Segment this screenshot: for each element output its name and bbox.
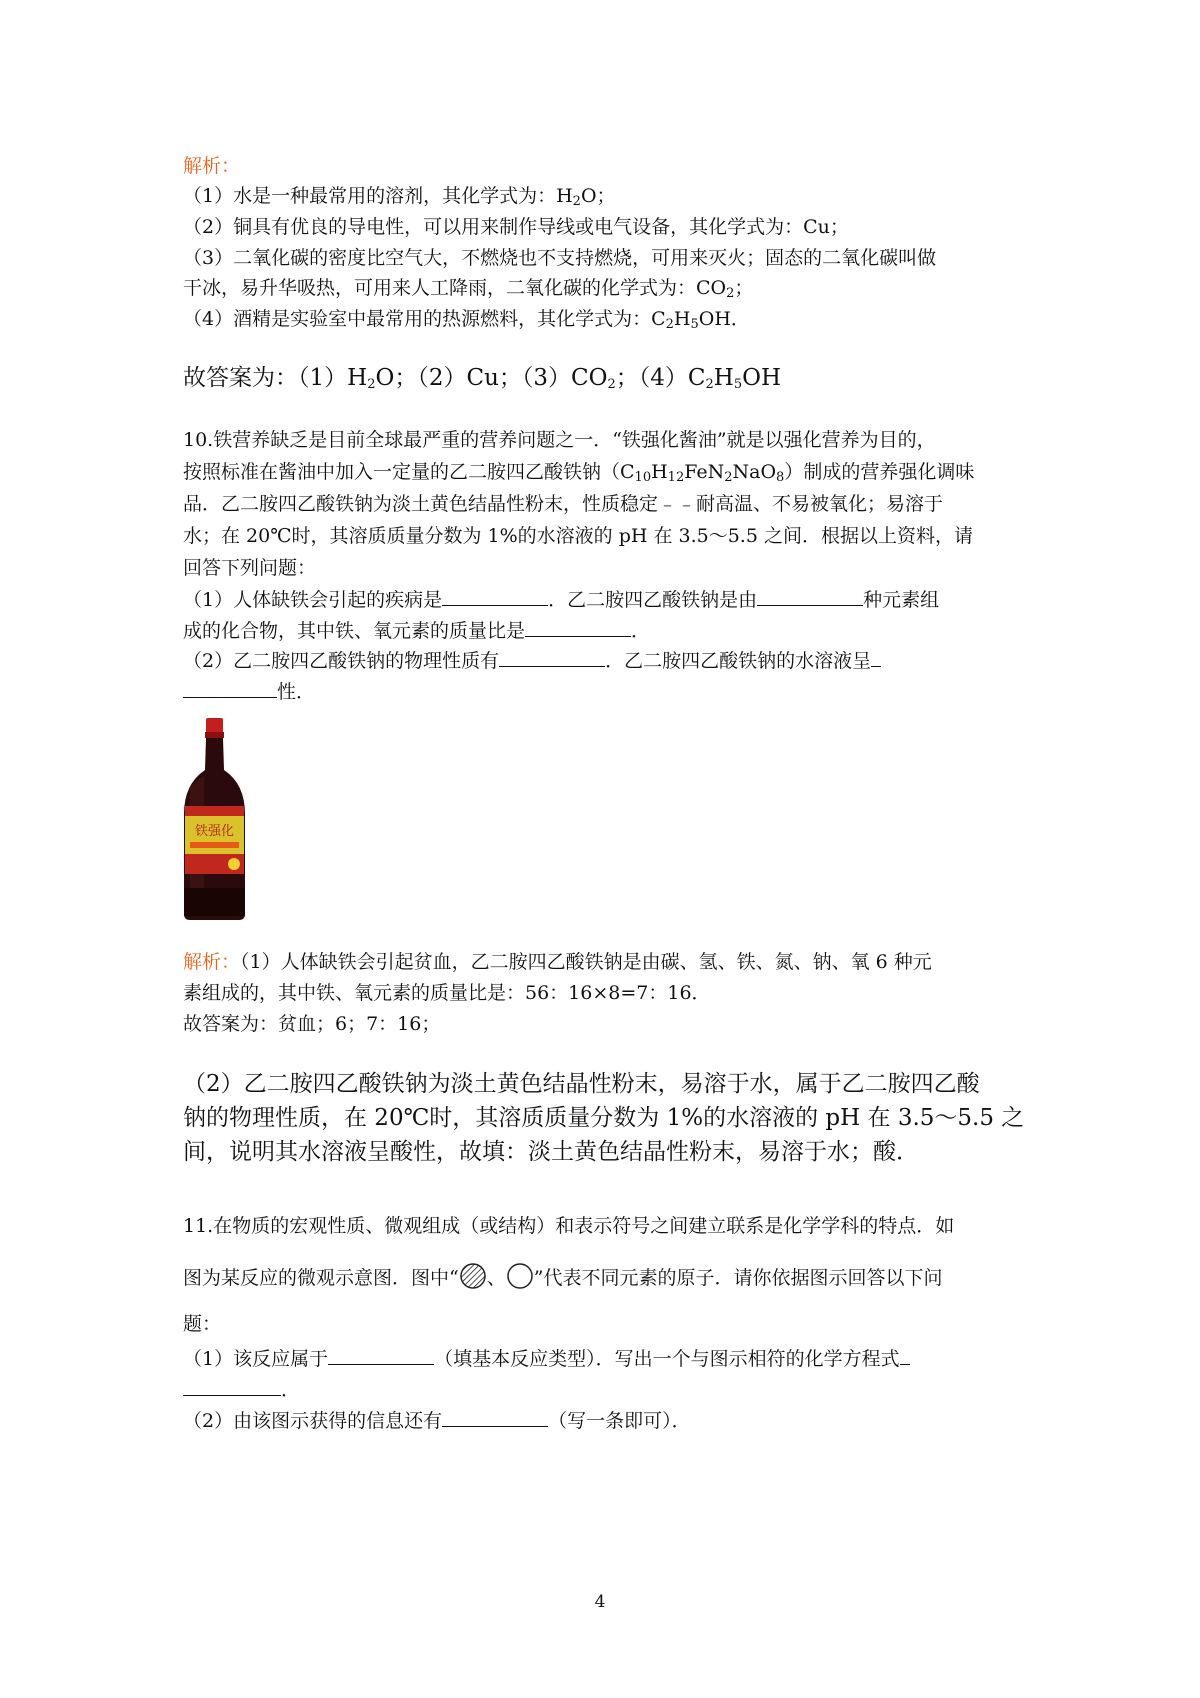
q10-part2-line2 [183,677,315,706]
text: ； [734,277,754,299]
text: O； [580,185,616,207]
q11-line1: 11.在物质的宏观性质、微观组成（或结构）和表示符号之间建立联系是化学学科的特点．如 [183,1215,955,1237]
text: 按照标准在酱油中加入一定量的乙二胺四乙酸铁钠（C [183,461,635,483]
q10-line2 [183,458,974,486]
text: H [673,308,691,330]
q10-line3: 品．乙二胺四乙酸铁钠为淡土黄色结晶性粉末，性质稳定﹣﹣耐高温、不易被氧化；易溶于 [183,493,944,515]
text: 性． [277,681,316,703]
subscript: 2 [572,194,581,209]
analysis2-big-line1: （2）乙二胺四乙酸铁钠为淡土黄色结晶性粉末，易溶于水，属于乙二胺四乙酸 [183,1071,980,1097]
q11-line2 [183,1262,942,1292]
q10-line4: 水；在 20℃时，其溶质质量分数为 1%的水溶液的 pH 在 3.5～5.5 之间．根据以上资料，请 [183,525,973,547]
blank-atom-icon [506,1262,534,1290]
subscript: 2 [607,377,616,392]
q10-part1-line2 [183,616,650,645]
text: 成的化合物，其中铁、氧元素的质量比是 [183,620,526,642]
text: 故答案为：（1）H [183,365,368,391]
answer-blank[interactable] [442,585,548,606]
q11-part1-line2 [183,1375,300,1404]
answer1-line [183,364,781,392]
answer-blank[interactable] [442,1406,548,1427]
text: O；（2）Cu；（3）CO [375,365,608,391]
answer-blank-start[interactable] [900,1344,910,1365]
subscript: 5 [690,317,699,332]
subscript: 2 [705,377,714,392]
text: （写一条即可）． [548,1410,691,1432]
text: ． [631,620,651,642]
subscript: 2 [367,377,376,392]
q10-line1: 10.铁营养缺乏是目前全球最严重的营养问题之一．“铁强化酱油”就是以强化营养为目的， [183,429,936,451]
text: ．乙二胺四乙酸铁钠是由 [548,589,758,611]
bottle-label-text: 铁强化 [194,824,235,839]
analysis2-line2: 素组成的，其中铁、氧元素的质量比是：56：16×8=7：16． [183,982,711,1004]
text: H [651,461,668,483]
subscript: 8 [776,470,785,485]
text: ．乙二胺四乙酸铁钠的水溶液呈 [605,650,872,672]
text: 种元素组 [863,589,940,611]
answer-blank[interactable] [757,585,863,606]
analysis2-big-line3: 间，说明其水溶液呈酸性，故填：淡土黄色结晶性粉末，易溶于水；酸． [183,1139,919,1165]
hatched-atom-icon [459,1262,487,1290]
text: H [713,365,734,391]
analysis1-line5 [183,305,750,333]
text: ）制成的营养强化调味 [784,461,975,483]
text: （填基本反应类型）．写出一个与图示相符的化学方程式 [434,1348,900,1370]
analysis1-line3: （3）二氧化碳的密度比空气大，不燃烧也不支持燃烧，可用来灭火；固态的二氧化碳叫做 [183,247,937,269]
analysis1-line1 [183,182,616,210]
text: （2）由该图示获得的信息还有 [183,1410,443,1432]
text: ；（4）C [615,365,706,391]
q11-part2-line [183,1406,691,1435]
text: 、 [486,1267,506,1289]
analysis2-line3: 故答案为：贫血；6；7：16； [183,1013,441,1035]
subscript: 5 [733,377,743,392]
analysis2-line1 [183,948,932,976]
answer-blank[interactable] [328,1344,434,1365]
answer-blank[interactable] [183,677,277,698]
subscript: 12 [667,470,685,485]
subscript: 2 [726,286,735,301]
answer-blank[interactable] [525,616,631,637]
analysis2-big-line2: 钠的物理性质，在 20℃时，其溶质质量分数为 1%的水溶液的 pH 在 3.5～5.5 之 [183,1105,1025,1131]
text: ． [281,1379,301,1401]
subscript: 10 [634,470,652,485]
text: NaO [732,461,777,483]
text: （1）人体缺铁会引起贫血，乙二胺四乙酸铁钠是由碳、氢、铁、氮、钠、氧 6 种元 [240,951,932,973]
answer-blank-start[interactable] [871,646,881,667]
analysis-label-text: 解析 [183,155,222,177]
text: 图为某反应的微观示意图．图中“ [183,1267,459,1289]
text: （1）水是一种最常用的溶剂，其化学式为：H [183,185,573,207]
q11-line3: 题： [183,1313,222,1335]
q10-part1-line1 [183,585,939,614]
analysis1-line2: （2）铜具有优良的导电性，可以用来制作导线或电气设备，其化学式为：Cu； [183,216,849,238]
text: OH． [698,308,750,330]
text: （4）酒精是实验室中最常用的热源燃料，其化学式为：C [183,308,666,330]
analysis-label [183,152,240,180]
page-number: 4 [594,1592,606,1612]
answer-blank[interactable] [183,1375,281,1396]
analysis-label: 解析： [183,951,241,973]
subscript: 2 [724,470,733,485]
text: ”代表不同元素的原子．请你依据图示回答以下问 [533,1267,943,1289]
subscript: 2 [665,317,674,332]
analysis-label-colon: ： [221,155,241,177]
text: （1）人体缺铁会引起的疾病是 [183,589,443,611]
text: （2）乙二胺四乙酸铁钠的物理性质有 [183,650,500,672]
text: FeN [684,461,725,483]
answer-blank[interactable] [499,646,605,667]
q10-line5: 回答下列问题： [183,557,317,579]
soy-sauce-bottle-image [182,718,247,920]
analysis1-line4 [183,274,753,302]
text: OH [742,365,782,391]
text: （1）该反应属于 [183,1348,329,1370]
text: 干冰，易升华吸热，可用来人工降雨，二氧化碳的化学式为：CO [183,277,727,299]
q10-part2-line1 [183,646,881,675]
q11-part1-line1 [183,1344,910,1373]
